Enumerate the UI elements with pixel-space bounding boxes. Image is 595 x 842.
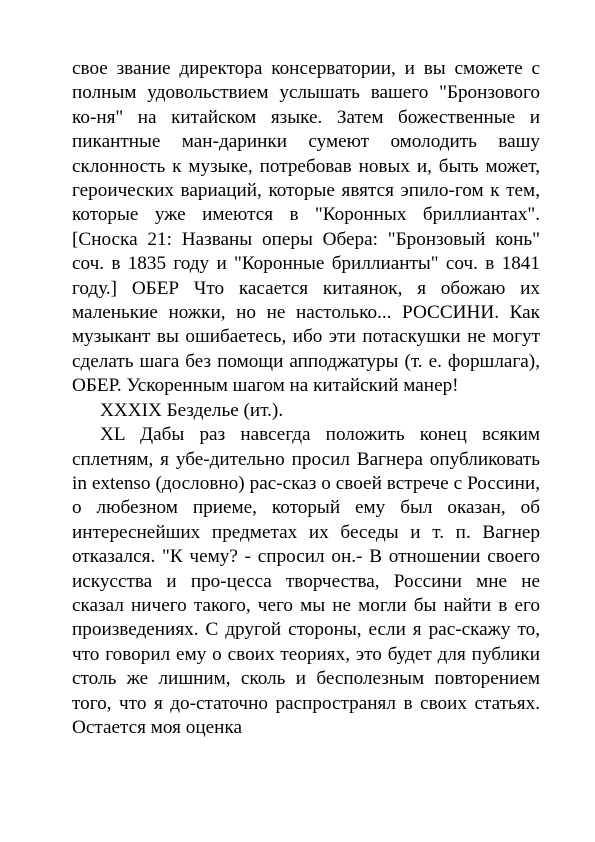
paragraph-continuation: свое звание директора консерватории, и вы сможете с полным удовольствием услышать вашего "Бронзового ко-ня" на китайском языке. Затем божественные и пикантные ман-даринки сумеют омолодить вашу склонность к музыке, потребовав новых и, быть может, героических вариаций, которые явятся эпило-гом к тем, которые уже имеются в "Коронных бриллиантах". [Сноска 21: Названы оперы Обера: "Бронзовый конь" соч. в 1835 году и "Коронные бриллианты" соч. в 1841 году.] ОБЕР Что касается китаянок, я обожаю их маленькие ножки, но не настолько... РОССИНИ. Как музыкант вы ошибаетесь, ибо эти потаскушки не могут сделать шага без помощи апподжатуры (т. е. форшлага), ОБЕР. Ускоренным шагом на китайский манер! — [72, 58, 540, 397]
document-page — [72, 57, 540, 740]
paragraph-footnote-xxxix: XXXIX Безделье (ит.). — [100, 399, 284, 421]
paragraph-footnote-xl: XL Дабы раз навсегда положить конец всяким сплетням, я убе-дительно просил Вагнера опубликовать in extenso (дословно) рас-сказ о своей встрече с Россини, о любезном приеме, который ему был оказан, об интереснейших предметах их беседы и т. п. Вагнер отказался. "К чему? - спросил он.- В отношении своего искусства и про-цесса творчества, Россини мне не сказал ничего такого, чего мы не могли бы найти в его произведениях. С другой стороны, если я рас-скажу то, что говорил ему о своих теориях, это будет для публики столь же лишним, сколь и бесполезным повторением того, что я до-статочно распространял в своих статьях. Остается моя оценка — [72, 424, 540, 738]
